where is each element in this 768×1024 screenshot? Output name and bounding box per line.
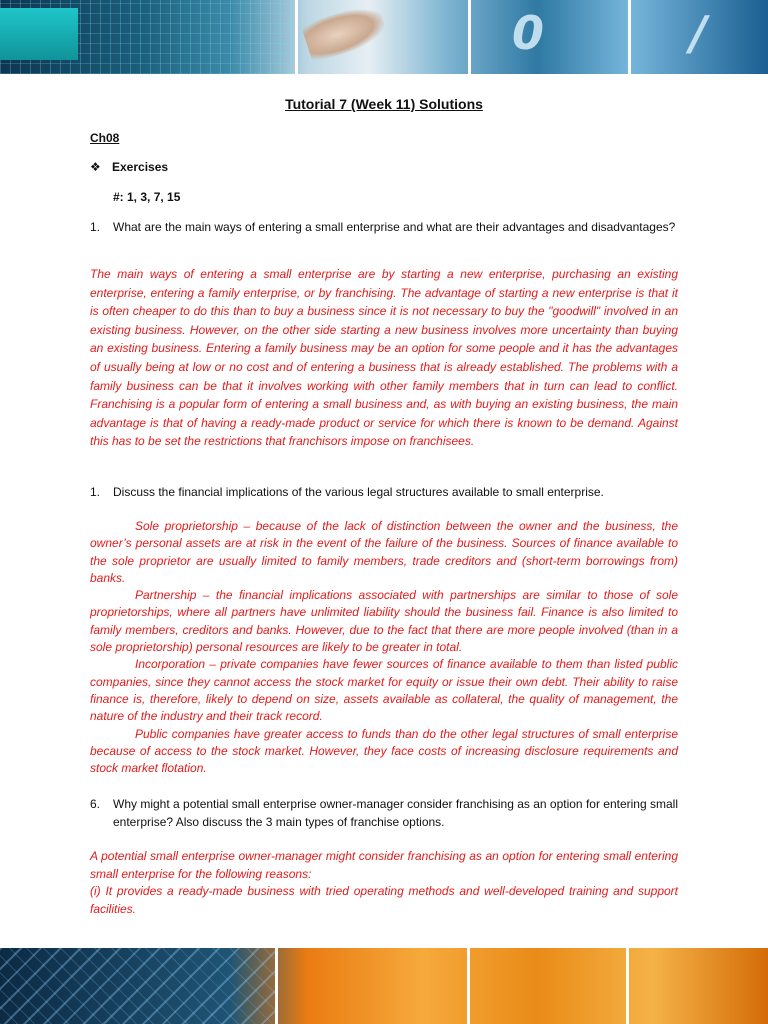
- answer-intro: A potential small enterprise owner-manager might consider franchising as an option for entering small entering small enterprise for the following reasons:: [90, 849, 678, 881]
- document-title: Tutorial 7 (Week 11) Solutions: [285, 96, 483, 112]
- diamond-bullet-icon: ❖: [90, 160, 101, 174]
- footer-banner-grid: [0, 948, 275, 1024]
- question-number: 6.: [90, 797, 101, 811]
- answer-paragraph-incorporation: Incorporation – private companies have fewer sources of finance available to them than listed public companies, since they cannot access the stock market for equity or issue their own debt. Their ability to raise finance is, therefore, likely to depend on size, assets available as collateral, the quality of management, the nature of the industry and their track record.: [90, 657, 678, 724]
- answer-reason-1: (i) It provides a ready-made business with tried operating methods and well-developed training and support facilities.: [90, 884, 678, 916]
- question-text: Why might a potential small enterprise owner-manager consider franchising as an option for entering small enterprise? Also discuss the 3 main types of franchise options.: [113, 797, 678, 829]
- answer-1: The main ways of entering a small enterprise are by starting a new enterprise, purchasing an existing enterprise, entering a family enterprise, or by franchising. The advantage of starting a new enterprise is that it is often cheaper to do this than to buy a business since it is not necessary to buy the "goodwill" involved in an existing business. However, on the other side starting a new business involves more uncertainty than buying an existing business. Entering a family business may be an option for some people and it has the advantages of usually being at low or no cost and of entering a business that is already established. The problems with a family business can be that it involves working with other family members that in turn can lead to conflict. Franchising is a popular form of entering a small business and, as with buying an existing business, the main advantage is that of having a ready-made product or service for which there is known to be demand. Against this has to be set the restrictions that franchisors impose on franchisees.: [90, 267, 678, 449]
- question-6: [90, 795, 678, 831]
- question-number: 1.: [90, 220, 101, 234]
- header-banner-divider: [295, 0, 298, 74]
- question-number: 1.: [90, 485, 101, 499]
- answer-paragraph-partnership: Partnership – the financial implications associated with partnerships are similar to those of sole proprietorships, where all partners have unlimited liability should the business fail. Finance is also limited to family members, creditors and banks. However, due to the fact that there are more people involved (than in a sole proprietorship) personal resources are likely to be greater in total.: [90, 588, 678, 655]
- exercises-heading: [90, 160, 168, 174]
- answer-paragraph-sole-proprietorship: Sole proprietorship – because of the lack of distinction between the owner and the business, the owner’s personal assets are at risk in the event of the failure of the business. Sources of finance available to the sole proprietor are usually limited to family members, trade creditors and (short-term borrowings from) banks.: [90, 519, 678, 585]
- header-banner-zero-glyph: 0: [512, 6, 545, 60]
- footer-banner: [0, 948, 768, 1024]
- header-banner-teal-block: [0, 8, 78, 60]
- answer-paragraph-public-companies: Public companies have greater access to funds than do the other legal structures of small enterprise because of access to the stock market. However, they face costs of increasing disclosure requirements and stock market flotation.: [90, 726, 678, 776]
- header-banner-one-glyph: /: [690, 6, 707, 60]
- exercises-label: Exercises: [112, 160, 169, 174]
- answer-6: [90, 848, 678, 918]
- exercise-list: #: 1, 3, 7, 15: [113, 190, 181, 204]
- chapter-heading: Ch08: [90, 131, 120, 145]
- footer-banner-divider: [626, 948, 629, 1024]
- question-2: [90, 483, 678, 501]
- header-banner: [0, 0, 768, 74]
- header-banner-divider: [628, 0, 631, 74]
- footer-banner-divider: [275, 948, 278, 1024]
- question-text: What are the main ways of entering a small enterprise and what are their advantages and disadvantages?: [113, 220, 676, 234]
- question-1: [90, 218, 678, 236]
- header-banner-hand-image: [301, 1, 389, 64]
- header-banner-divider: [468, 0, 471, 74]
- answer-2: [90, 518, 678, 777]
- footer-banner-divider: [467, 948, 470, 1024]
- question-text: Discuss the financial implications of the various legal structures available to small enterprise.: [113, 485, 604, 499]
